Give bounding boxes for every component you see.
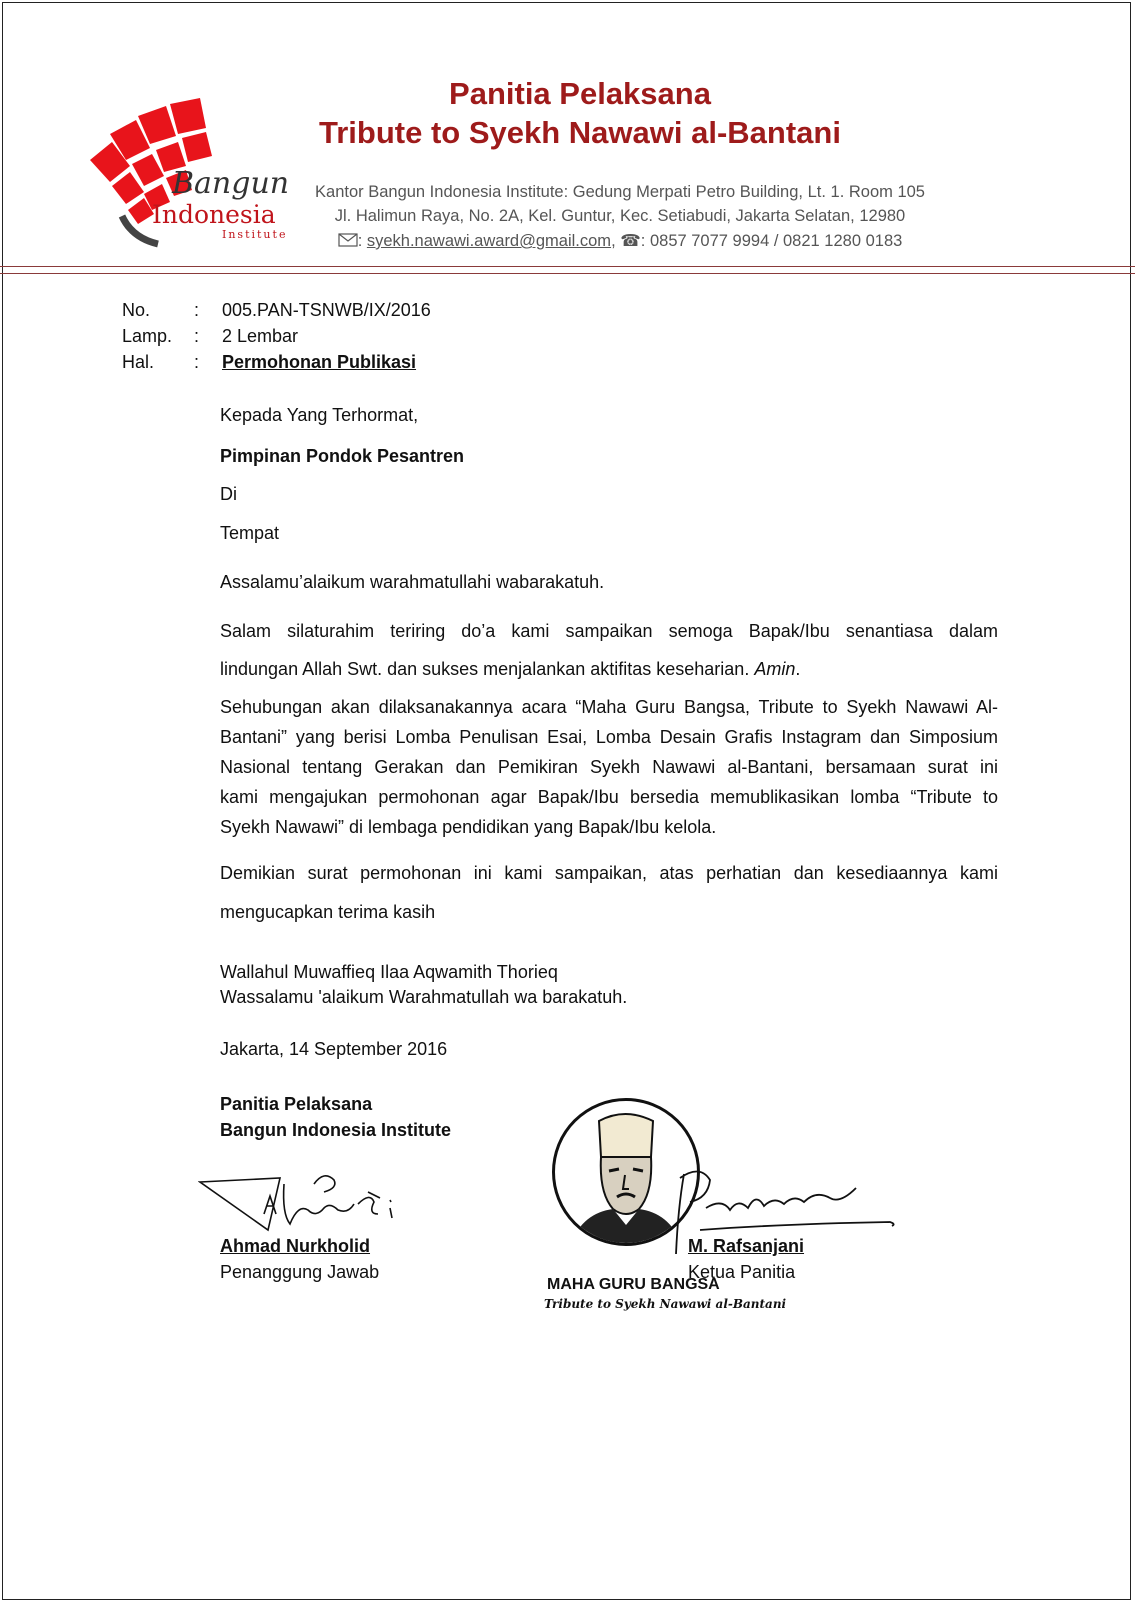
recipient-di: Di [220,484,237,504]
mail-icon [338,233,358,247]
organization-line1: Panitia Pelaksana [220,1094,373,1114]
recipient: Pimpinan Pondok Pesantren [220,446,465,466]
letter-date: Jakarta, 14 September 2016 [220,1039,448,1059]
left-signatory-role: Penanggung Jawab [220,1262,380,1282]
paragraph3-line-last: mengucapkan terima kasih [220,902,436,922]
meta-colon: : [194,352,200,372]
left-signatory-name: Ahmad Nurkholid [220,1236,371,1256]
meta-value: 005.PAN-TSNWB/IX/2016 [222,300,431,320]
recipient-place: Tempat [220,523,280,543]
salutation-to: Kepada Yang Terhormat, [220,405,419,425]
header-divider [0,266,1135,267]
paragraph2-line-last: Syekh Nawawi” di lembaga pendidikan yang Bapak/Ibu kelola. [220,817,717,837]
paragraph1-line: Salam silaturahim teriring do’a kami sampaikan semoga Bapak/Ibu senantiasa dalam [220,621,998,641]
paragraph2-line: kami mengajukan permohonan agar Bapak/Ibu bersedia memublikasikan lomba “Tribute to [220,787,998,807]
contact-line [300,231,940,251]
meta-label: Hal. [122,352,155,372]
meta-label: No. [122,300,151,320]
paragraph1-amin: Amin [754,659,796,679]
greeting: Assalamu’alaikum warahmatullahi wabarakatuh. [220,572,605,592]
closing-line1: Wallahul Muwaffieq Ilaa Aqwamith Thorieq [220,962,558,982]
meta-subject [122,352,416,373]
meta-colon: : [194,326,200,346]
header-divider-thin [0,273,1135,274]
logo-word-bangun: Bangun [172,166,290,201]
paragraph1-line-last: lindungan Allah Swt. dan sukses menjalankan aktifitas keseharian. Amin. [220,659,801,679]
paragraph2-line: Bantani” yang berisi Lomba Penulisan Esai, Lomba Desain Grafis Instagram dan Simposium [220,727,998,747]
badge-title: MAHA GURU BANGSA [547,1276,720,1293]
paragraph3-line: Demikian surat permohonan ini kami sampaikan, atas perhatian dan kesediaannya kami [220,863,998,883]
header-title-line2: Tribute to Syekh Nawawi al-Bantani [319,115,841,150]
right-signatory-role: Ketua Panitia [688,1262,796,1282]
contact-separator: , [611,232,621,250]
paragraph2-line: Nasional tentang Gerakan dan Pemikiran Syekh Nawawi al-Bantani, bersamaan surat ini [220,757,998,777]
meta-attachment [122,326,298,347]
logo-word-institute: Institute [222,228,288,241]
closing-line2: Wassalamu 'alaikum Warahmatullah wa barakatuh. [220,987,628,1007]
address-line2: Jl. Halimun Raya, No. 2A, Kel. Guntur, Kec. Setiabudi, Jakarta Selatan, 12980 [334,207,906,225]
email-link[interactable]: syekh.nawawi.award@gmail.com [366,232,612,250]
paragraph2-line: Sehubungan akan dilaksanakannya acara “Maha Guru Bangsa, Tribute to Syekh Nawawi Al- [220,697,998,717]
address-line1: Kantor Bangun Indonesia Institute: Gedung Merpati Petro Building, Lt. 1. Room 105 [315,183,925,201]
logo-word-indonesia: Indonesia [152,200,276,229]
meta-value: Permohonan Publikasi [222,352,417,372]
meta-colon: : [194,300,200,320]
meta-label: Lamp. [122,326,173,346]
contact-separator: : [357,232,367,250]
meta-value: 2 Lembar [222,326,299,346]
right-signatory-name: M. Rafsanjani [688,1236,805,1256]
paragraph1-text: lindungan Allah Swt. dan sukses menjalankan aktifitas keseharian. [220,659,755,679]
phone-icon: ☎ [620,232,641,250]
phone-numbers: : 0857 7077 9994 / 0821 1280 0183 [640,232,903,250]
badge-subtitle: Tribute to Syekh Nawawi al-Bantani [544,1297,787,1311]
header-title-line1: Panitia Pelaksana [449,76,711,111]
meta-number [122,300,431,321]
organization-line2: Bangun Indonesia Institute [220,1120,452,1140]
